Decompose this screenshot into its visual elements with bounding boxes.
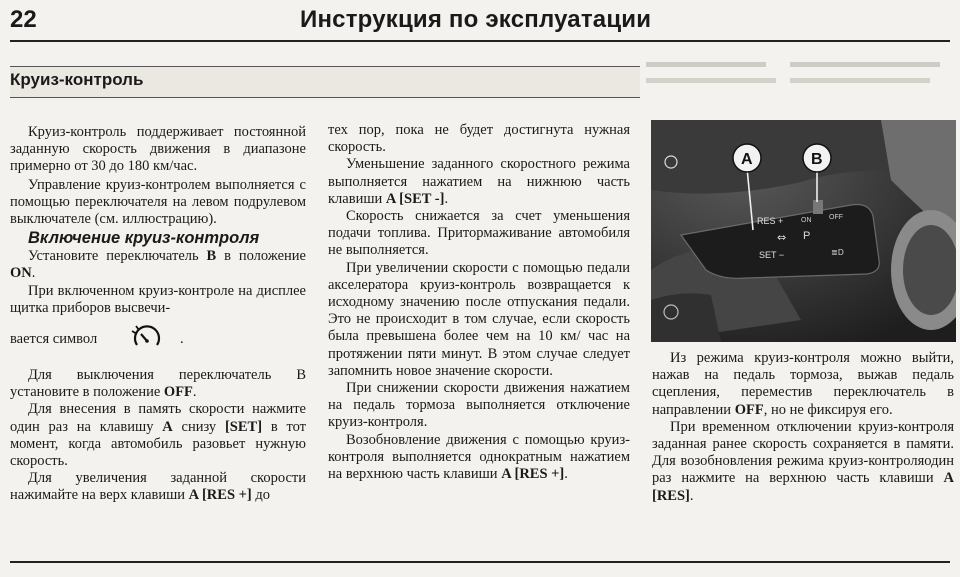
page-number: 22 [10,6,37,33]
decrease-paragraph [328,156,630,208]
resume-text1: Возобновление движения с помощью круиз-контроля выполняется однократным нажатием на верхнюю часть клавиши [328,431,630,483]
intro-paragraph: Круиз-контроль поддерживает постоянной заданную скорость движения в диапазоне примерно от 30 до 180 км/час. [10,124,306,175]
bleed-through-texture [640,52,950,92]
column-3 [652,350,954,505]
memory-text2: снизу [172,418,225,435]
temp-text2: . [689,487,694,504]
exit-text1: Из режима круиз-контроля можно выйти, нажав на педаль тормоза, выжав педаль сцепления, переместив переключатель в направлении [652,350,954,418]
step-switch-on [10,248,306,282]
off-text1: Для выключения переключатель В установите в положение [10,367,306,401]
stalk-arrow-icon: ⇔ [777,231,787,244]
stalk-park-icon: P [803,230,811,242]
cruise-control-figure [651,120,956,342]
callout-a-label: A [741,151,753,168]
subheading-enable: Включение круиз-контроля [28,229,260,248]
fuel-paragraph: Скорость снижается за счет уменьшения подачи топлива. Притормаживание автомобиля не выполняется. [328,208,630,259]
exit-text2: , но не фиксируя его. [763,401,893,418]
step-switch-on-text2: в положение [216,248,306,265]
off-label: OFF [163,384,193,401]
temp-text1: При временном отключении круиз-контроля заданная ранее скорость сохраняется в памяти. Для возобновления режима круиз-контроляодин раз нажмите на верхнюю часть клавиши [652,418,954,487]
key-a-label: A [162,418,173,435]
res-plus-label: A [RES +] [188,487,252,504]
cruise-control-stalk-illustration [651,120,956,342]
section-title: Круиз-контроль [10,70,144,89]
on-label: ON [10,265,32,282]
step-switch-on-text1: Установите переключатель [28,248,207,265]
resume-res-plus-label: A [RES +] [501,466,565,483]
off-text2: . [192,384,197,401]
header-divider [10,40,950,42]
resume-text2: . [564,466,568,483]
increase-text2: до [251,487,270,504]
decrease-text2: . [444,190,449,207]
stalk-light-icon: ≣D [831,248,844,257]
column-1 [10,124,306,505]
symbol-line [10,331,306,349]
cruise-control-symbol-icon [130,323,164,351]
callout-b-label: B [811,151,823,168]
column-2 [328,122,630,483]
switch-b-label: B [206,248,217,265]
increase-text1: Для увеличения заданной скорости нажимайте на верх клавиши [10,470,306,504]
step-switch-on-text3: . [31,265,36,282]
increase-paragraph [10,470,306,504]
symbol-line-dot: . [180,331,184,348]
brake-paragraph: При снижении скорости движения нажатием на педаль тормоза выполняется отключение круиз-контроля. [328,380,630,431]
set-label: [SET] [224,418,263,435]
temp-res-label: A [RES] [652,470,954,504]
memory-text3: в тот момент, когда автомобиль разовьет нужную скорость. [10,418,307,470]
continuation-paragraph: тех пор, пока не будет достигнута нужная скорость. [328,122,630,156]
stalk-off-text: OFF [829,214,843,221]
stalk-res-plus-text: RES + [757,216,784,226]
bleed-through-lines [640,52,950,92]
header-title: Инструкция по эксплуатации [300,6,652,33]
set-minus-label: A [SET -] [385,190,445,207]
display-paragraph: При включенном круиз-контроле на дисплее щитка приборов высвечи- [10,282,306,316]
decrease-text1: Уменьшение заданного скоростного режима выполняется нажатием на нижнюю часть клавиши [328,156,630,207]
stalk-on-text: ON [801,217,812,224]
exit-off-label: OFF [734,401,764,418]
stalk-set-minus-text: SET − [759,250,785,260]
memory-paragraph [10,401,306,470]
footer-divider [10,561,950,563]
resume-paragraph [328,432,630,484]
control-paragraph: Управление круиз-контролем выполняется с помощью переключателя на левом подрулевом выключателе (см. иллюстрацию). [10,176,306,228]
symbol-line-text: вается символ [10,331,98,348]
off-paragraph [10,367,306,401]
accelerator-paragraph: При увеличении скорости с помощью педали акселератора круиз-контроль возвращается к исходному значению после отпускания педали. Это не происходит в том случае, если скорость была превышена более чем на 10 км/ час на протяжении пяти минут. В этом случае следует запомнить новое значение скорости. [328,259,630,379]
temporary-off-paragraph [652,419,954,505]
exit-paragraph [652,350,954,419]
memory-text1: Для внесения в память скорости нажмите один раз на клавишу [10,401,306,435]
